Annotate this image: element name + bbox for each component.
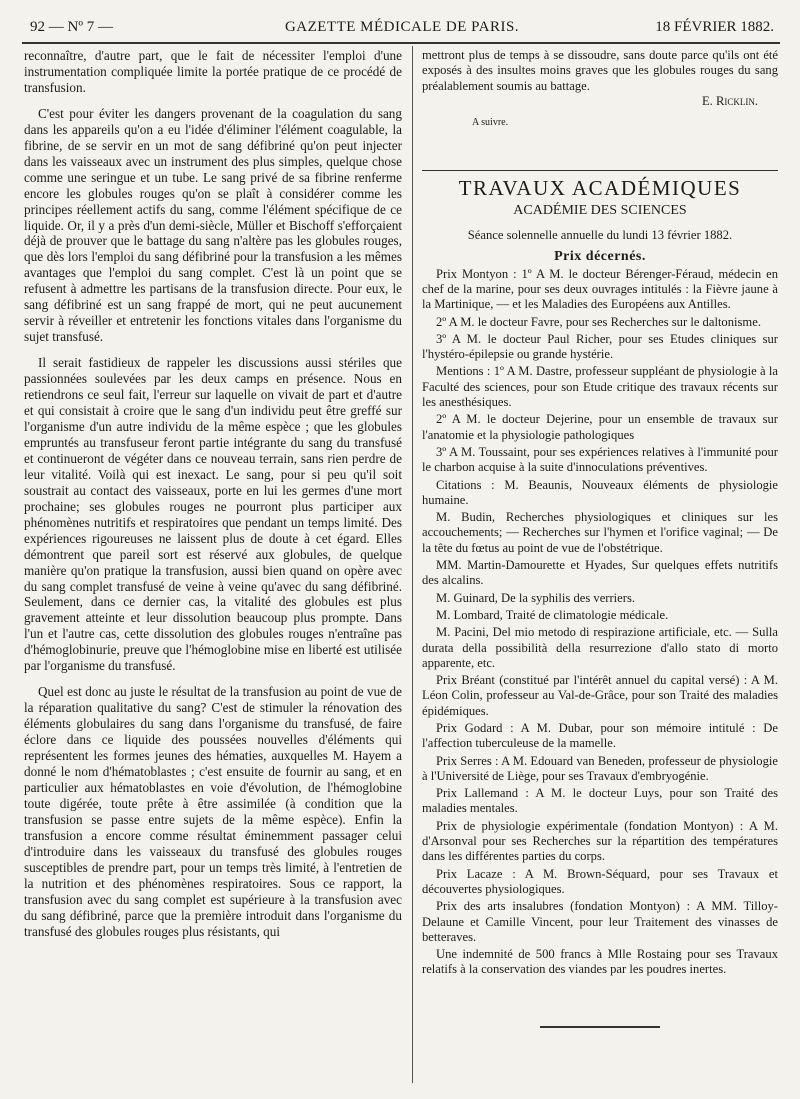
left-column xyxy=(24,48,402,939)
to-be-continued: A suivre. xyxy=(472,117,509,129)
prize-entry: 3º A M. Toussaint, pour ses expériences relatives à l'immunité pour le charbon acquise à la suite d'innoculations préventives. xyxy=(422,444,778,475)
paragraph: C'est pour éviter les dangers provenant de la coagulation du sang dans les appareils qu'on a eu l'idée d'éliminer l'élément coagulable, la fibrine, de se servir en un mot de sang défibriné qu'on peut injecter dans les vaisseaux avec un instrument des plus simples, quelque chose comme une seringue et un tube. Le sang privé de sa fibrine renferme encore les globules rouges qu'on se plaît à considérer comme les principes réellement actifs du sang, comme l'élément spécifique de ce liquide. Or, il y a près d'un demi-siècle, Müller et Bischoff s'efforçaient déjà de prouver que le battage du sang n'altère pas les globules rouges, que dès lors l'emploi du sang défibriné pour la transfusion a les mêmes avantages que l'emploi du sang complet. C'est là un point que se refusent à admettre les partisans de la transfusion directe. Pour eux, le sang défibriné est un sang frappé de mort, qui ne peut aucunement servir à réveiller et entretenir les fonctions vitales dans l'organisme du sujet transfusé. xyxy=(24,105,402,345)
prize-entry: Prix Lallemand : A M. le docteur Luys, pour son Traité des maladies mentales. xyxy=(422,786,778,816)
prize-entry: Prix Bréant (constitué par l'intérêt annuel du capital versé) : A M. Léon Colin, professeur au Val-de-Grâce, pour son Traité des maladies épidémiques. xyxy=(422,673,778,718)
paragraph: mettront plus de temps à se dissoudre, sans doute parce qu'ils ont été exposés à des insultes moins graves que les globules rouges du sang préalablement soumis au battage. xyxy=(422,48,778,93)
prize-entry: M. Guinard, De la syphilis des verriers. xyxy=(436,590,636,605)
prize-entry: 2º A M. le docteur Dejerine, pour un ensemble de travaux sur l'anatomie et la physiologie pathologiques xyxy=(422,412,778,442)
prizes-heading: Prix décernés. xyxy=(554,249,646,265)
column-divider xyxy=(412,46,413,1083)
prize-entry: 2º A M. le docteur Favre, pour ses Recherches sur le daltonisme. xyxy=(436,314,761,329)
journal-title: GAZETTE MÉDICALE DE PARIS. xyxy=(284,19,520,35)
prize-entry: Citations : M. Beaunis, Nouveaux éléments de physiologie humaine. xyxy=(422,477,778,507)
prize-entry: M. Pacini, Del mio metodo di respirazione artificiale, etc. — Sulla durata della possibilità della resurrezione d'allo stato di morto apparente, etc. xyxy=(422,625,778,670)
header-rule xyxy=(22,42,780,44)
session-line: Séance solennelle annuelle du lundi 13 février 1882. xyxy=(467,228,733,243)
prize-entry: Prix Serres : A M. Edouard van Beneden, professeur de physiologie à l'Université de Liège, pour ses Travaux d'embryogénie. xyxy=(422,753,778,783)
section-title: TRAVAUX ACADÉMIQUES xyxy=(422,170,778,196)
prize-entry: M. Lombard, Traité de climatologie médicale. xyxy=(436,607,669,622)
page-header xyxy=(30,14,774,40)
subsection-title: ACADÉMIE DES SCIENCES xyxy=(513,202,687,218)
prize-entry: Prix Montyon : 1º A M. le docteur Bérenger-Féraud, médecin en chef de la marine, pour ses deux ouvrages intitulés : la Fièvre jaune à la Martinique, — et les Maladies des Européens aux Antilles. xyxy=(422,266,778,312)
end-rule xyxy=(540,1026,660,1028)
prize-entry: MM. Martin-Damourette et Hyades, Sur quelques effets nutritifs des alcalins. xyxy=(422,558,778,588)
paragraph: Quel est donc au juste le résultat de la transfusion au point de vue de la réparation qualitative du sang? C'est de stimuler la rénovation des éléments globulaires du sang dans l'organisme du transfusé, de faire éclore dans ce liquide des poussées nouvelles d'éléments qui représentent les formes jeunes des hématies, auxquelles M. Hayem a donné le nom d'hématoblastes ; c'est ensuite de fournir au sang, et en particulier aux hématoblastes en voie d'évolution, de l'hémoglobine toute digérée, toute prête à être assimilée (à condition que la transfusion se passe entre sujets de la même espèce). Enfin la transfusion a encore comme résultat éminemment passager celui d'introduire dans les vaisseaux du transfusé des globules rouges susceptibles de prendre part, pour un temps très limité, à l'entretien de la nutrition et des phénomènes respiratoires. Sous ce rapport, la transfusion avec du sang complet est supérieure à la transfusion avec du sang défibriné, parce que la première introduit dans l'organisme du transfusé des globules rouges plus résistants, qui xyxy=(24,684,402,939)
paragraph: Il serait fastidieux de rappeler les discussions aussi stériles que passionnées soulevées par les deux camps en présence. Nous en retiendrons ce seul fait, l'erreur sur laquelle on vivait de part et d'autre et qui consistait à croire que le sang d'un individu peut être greffé sur l'organisme d'un autre individu de la même espèce ; que les globules empruntés au transfuseur feront partie intégrante du sang du transfusé et continueront de végéter dans ce nouveau terrain, sans rien perdre de leur vitalité. Voilà qui est inexact. Le sang, pour si peu qu'il soit soustrait au contact des vaisseaux, porte en lui les germes d'une mort prochaine; ses globules rouges ne pourront plus participer aux phénomènes nutritifs et respiratoires que pendant un temps limité. Des expériences rigoureuses ne laissent plus de doute à cet égard. Elles démontrent que pareil sort est réservé aux globules, de quelque manière qu'on pratique la transfusion, aussi bien quand on opère avec du sang complet transfusé de veine à veine qu'avec du sang défibriné. Seulement, dans ce dernier cas, la vitalité des globules est plus gravement atteinte et leur dissolution beaucoup plus prompte. Dans l'un et l'autre cas, cette dissolution des globules rouges n'entraîne pas d'hémoglobinurie, preuve que l'hémoglobine mise en liberté est utilisée par l'organisme du transfusé. xyxy=(24,355,402,674)
prize-entry: Prix de physiologie expérimentale (fondation Montyon) : A M. d'Arsonval pour ses Recherches sur la répartition des températures dans les différentes parties du corps. xyxy=(422,818,778,864)
prize-entry: Prix des arts insalubres (fondation Montyon) : A MM. Tilloy-Delaune et Camille Vincent, pour leur Traitement des vinasses de betteraves. xyxy=(422,899,778,944)
prize-entry: Prix Lacaze : A M. Brown-Séquard, pour ses Travaux et découvertes physiologiques. xyxy=(422,866,778,896)
page-number: 92 — Nº 7 — xyxy=(30,19,113,35)
prize-entry: M. Budin, Recherches physiologiques et cliniques sur les accouchements; — Recherches sur l'hymen et l'orifice vaginal; — De la tête du fœtus au point de vue de l'obstétrique. xyxy=(422,510,778,555)
paragraph: reconnaître, d'autre part, que le fait de nécessiter l'emploi d'une instrumentation compliquée limite la portée pratique de ce procédé de transfusion. xyxy=(24,48,402,95)
prize-entry: Une indemnité de 500 francs à Mlle Rostaing pour ses Travaux relatifs à la conservation des viandes par les poudres inertes. xyxy=(422,947,778,977)
prize-entry: 3º A M. le docteur Paul Richer, pour ses Etudes cliniques sur l'hystéro-épilepsie ou grande hystérie. xyxy=(422,331,778,362)
issue-date: 18 FÉVRIER 1882. xyxy=(655,19,774,35)
prize-entry: Prix Godard : A M. Dubar, pour son mémoire intitulé : De l'affection tuberculeuse de la mamelle. xyxy=(422,720,778,751)
author-signature: E. Ricklin. xyxy=(701,93,758,108)
right-column xyxy=(422,48,778,1028)
prize-entry: Mentions : 1º A M. Dastre, professeur suppléant de physiologie à la Faculté des sciences, pour son Etude critique des travaux récents sur les anesthésiques. xyxy=(422,364,778,410)
